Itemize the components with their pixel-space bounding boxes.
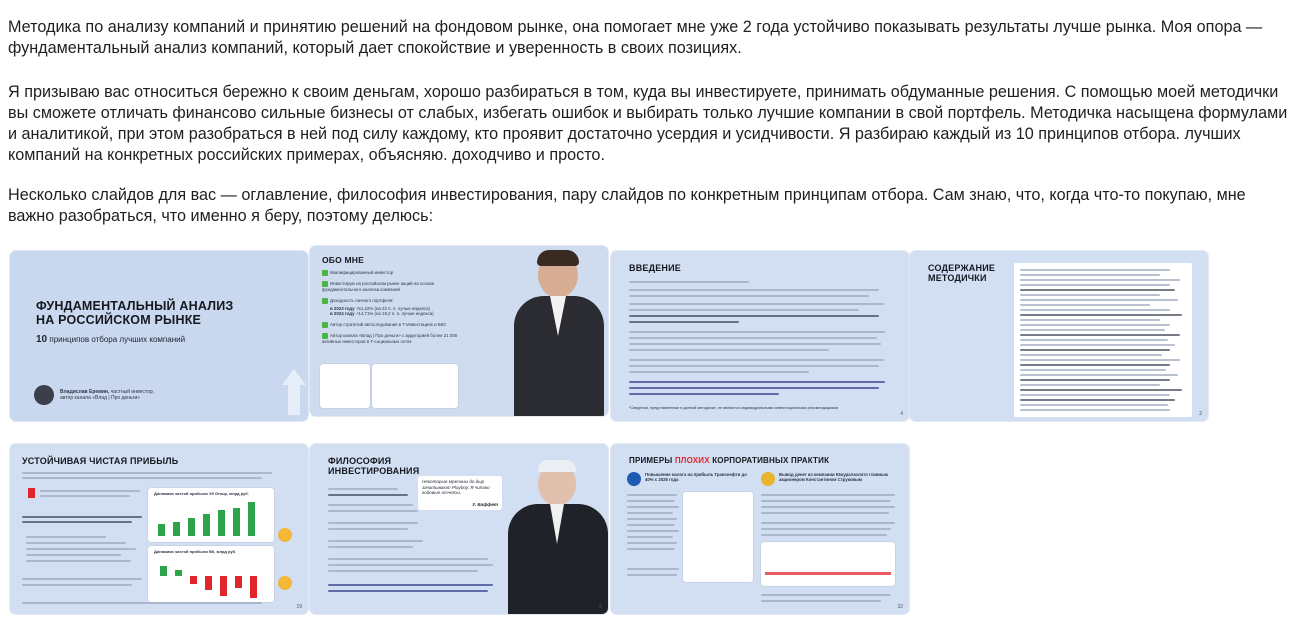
page-number: 2 [1199,411,1202,417]
page-number: 19 [296,604,302,610]
cover-title-line2: НА РОССИЙСКОМ РЫНКЕ [36,313,202,327]
thumbs-up-icon [278,528,292,542]
yuzhuralzoloto-logo-icon [761,472,775,486]
about-title: ОБО МНЕ [322,255,364,265]
chart-x5-profit [148,488,274,542]
philosophy-title-line1: ФИЛОСОФИЯ [328,456,392,466]
chart1-title: Динамика чистой прибыли X5 Group, млрд руб. [154,491,249,496]
chart-bar [175,570,182,576]
quote-bubble [418,476,502,510]
page-number: 4 [900,411,903,417]
chart-bar [248,502,255,536]
cover-author-channel: автор канала «Влад | Про деньги» [60,395,141,401]
chart-bar [203,514,210,536]
philosophy-title-line2: ИНВЕСТИРОВАНИЯ [328,466,420,476]
chart-bar [233,508,240,536]
about-2023-value: +51,22% (на 22 п. п. лучше индекса) [355,305,430,311]
chart-bar [220,576,227,596]
about-item-2: Инвестирую на российском рынке акций на основе фундаментального анализа компаний [322,281,435,292]
check-icon [322,298,328,304]
intro-title: ВВЕДЕНИЕ [629,263,681,273]
transneft-logo-icon [627,472,641,486]
about-2023-label: в 2023 году [330,305,355,311]
bad-left-heading: Повышение налога на прибыль Транснефти до 40% с 2025 года [645,472,747,483]
intro-footnote: *Сведения, представленные в данной методичке, не являются индивидуальными инвестиционными рекомендациями [629,406,838,410]
about-2024-value: +14,71% (на 19,2 п. п. лучше индекса) [355,311,434,316]
chart-bar [173,522,180,536]
bad-title-post: КОРПОРАТИВНЫХ ПРАКТИК [712,456,830,465]
about-item-5: Автор канала «Влад | Про деньги» с аудиторией более 21 000 активных инвесторов в Т-социальных сетях [322,332,458,344]
slide-stable-profit[interactable] [10,444,308,614]
chart-bar [250,576,257,598]
about-item-1: Квалифицированный инвестор [330,270,394,276]
chart2-title: Динамика чистой прибыли ВК, млрд руб. [154,549,237,554]
check-icon [322,322,328,328]
author-avatar [34,385,54,405]
contents-title-line2: МЕТОДИЧКИ [928,273,987,283]
cover-title-line1: ФУНДАМЕНТАЛЬНЫЙ АНАЛИЗ [36,299,234,313]
paragraph-2: Я призываю вас относиться бережно к своим деньгам, хорошо разбираться в том, куда вы инвестируете, принимать обдуманные решения. С помощью моей методички вы сможете отличать финансово сильные бизнесы от слабых, избегать ошибок и выбирать только лучшие компании в свой портфель. Методичка насыщена формулами и аналитикой, при этом разобраться в ней под силу каждому, кто проявит достаточно усердия и усидчивости. Я разбираю каждый из 10 принципов отбора. лучших компаний на конкретных российских примерах, объясняю. доходчиво и просто. [8,83,1288,164]
document-screenshot [683,492,753,582]
chart-vk-profit [148,546,274,602]
slide-philosophy[interactable] [310,444,608,614]
contents-table [1014,263,1192,417]
chart-bar [158,524,165,536]
author-photo [510,246,608,416]
cover-author-desc: частный инвестор, [110,389,155,395]
slide-contents[interactable] [910,251,1208,421]
slides-intro-paragraph [8,185,1293,227]
screenshot-card [372,364,458,408]
warning-icon [28,488,35,498]
chart-bar [160,566,167,576]
chart-bar [205,576,212,590]
bad-title-highlight: ПЛОХИХ [674,456,710,465]
profit-title: УСТОЙЧИВАЯ ЧИСТАЯ ПРИБЫЛЬ [22,456,179,466]
buffett-photo [508,450,608,614]
chart-bar [235,576,242,588]
screenshot-card [320,364,370,408]
about-item-3: Доходность личного портфеля: [330,297,394,303]
about-item-4: Автор стратегий автоследования в Т-Инвестициях и БКС [330,321,447,327]
chart-bar [188,518,195,536]
bad-right-heading: Вывод денег из компании Южуралзолото главным акционером Константином Струковым [779,472,888,483]
cover-subtitle: принципов отбора лучших компаний [49,335,186,344]
buffett-quote-author: У. Баффет [472,502,498,507]
slide-introduction[interactable] [611,251,909,421]
cover-subtitle-number: 10 [36,334,48,345]
description-paragraph [8,82,1293,166]
check-icon [322,270,328,276]
cover-author-name: Владислав Еремин, [60,389,110,395]
chart-bar [190,576,197,584]
table-screenshot [761,542,895,586]
thumbs-down-icon [278,576,292,590]
arrow-up-icon [282,369,306,385]
about-2024-label: в 2024 году [330,311,355,316]
slide-about[interactable] [310,246,608,416]
page-number: 32 [897,604,903,610]
intro-paragraph [8,17,1293,59]
buffett-quote: Некоторые мужчины до дыр зачитывают Playboy. Я читаю годовые отчеты. [422,479,490,496]
chart-bar [218,510,225,536]
slide-cover[interactable] [10,251,308,421]
contents-title-line1: СОДЕРЖАНИЕ [928,263,996,273]
bad-title-pre: ПРИМЕРЫ [629,456,673,465]
arrow-stem-shape [288,385,300,415]
paragraph-3: Несколько слайдов для вас — оглавление, философия инвестирования, пару слайдов по конкретным принципам отбора. Сам знаю, что, когда что-то покупаю, мне важно разобраться, что именно я беру, поэтому делюсь: [8,186,1246,225]
paragraph-1: Методика по анализу компаний и принятию решений на фондовом рынке, она помогает мне уже 2 года устойчиво показывать результаты лучше рынка. Моя опора — фундаментальный анализ компаний, который дает спокойствие и уверенность в своих позициях. [8,18,1263,57]
slide-bad-practices[interactable] [611,444,909,614]
page-number: 6 [599,604,602,610]
